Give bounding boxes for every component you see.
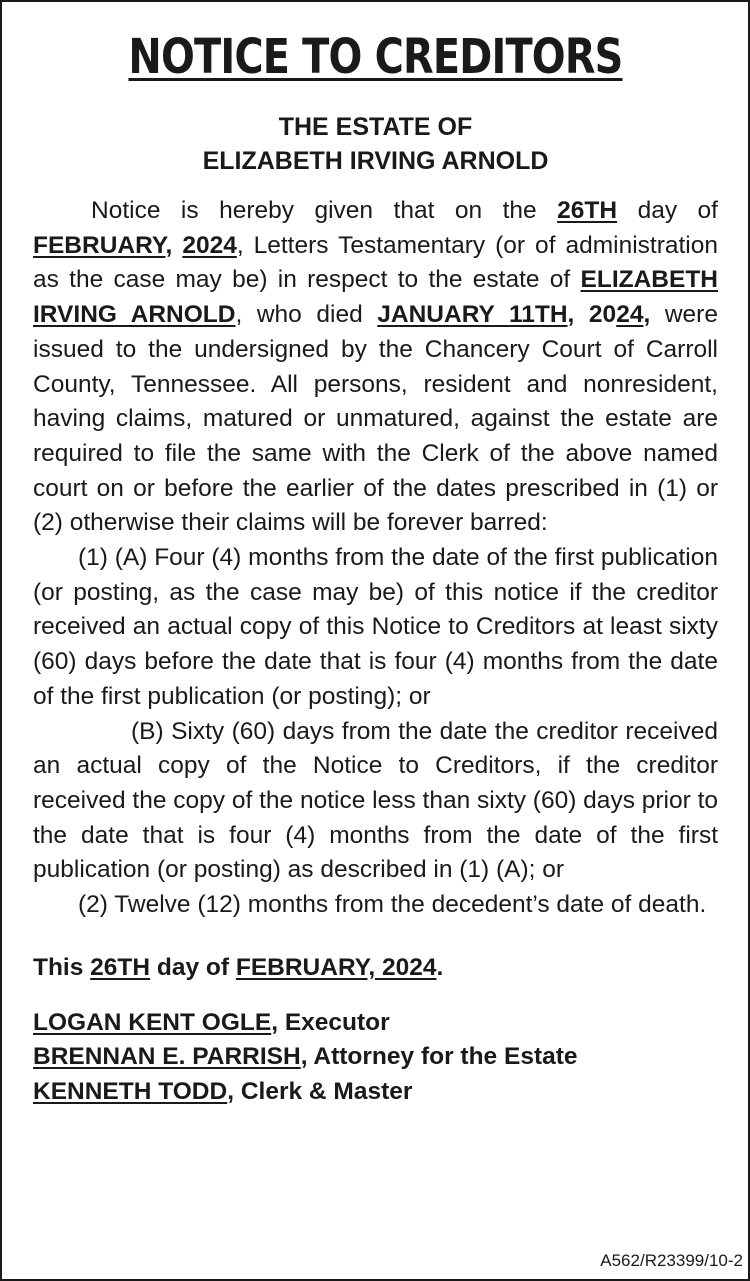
dated-suffix: . [436,953,444,981]
clerk-role: , Clerk & Master [227,1077,413,1105]
text-segment: , [643,301,651,329]
attorney-role: , Attorney for the Estate [300,1043,578,1071]
signature-clerk [33,1075,718,1110]
paragraph-clause-2: (2) Twelve (12) months from the decedent’s date of death. [78,891,707,919]
decedent-name: ELIZABETH IRVING ARNOLD [33,266,718,329]
signature-attorney [33,1040,718,1075]
dated-line [33,951,718,985]
text-segment: Notice is hereby given that on the [91,197,558,224]
executor-role: , Executor [271,1008,390,1036]
dated-mid: day of [150,953,236,981]
ad-reference-code: A562/R23399/10-2 [600,1251,743,1270]
signature-block [33,1006,718,1110]
issue-day: 26TH [557,197,618,224]
estate-heading-line-2: ELIZABETH IRVING ARNOLD [202,147,549,175]
executor-name: LOGAN KENT OGLE [33,1008,272,1036]
death-year-suffix: 24 [616,301,644,329]
text-segment: , who died [235,301,378,329]
dated-prefix: This [33,953,91,981]
issue-year: 2024 [182,231,237,259]
issue-month: FEBRUARY [33,231,166,259]
death-date: JANUARY 11TH [377,301,568,329]
death-date-century: , 20 [567,301,617,329]
notice-body [33,194,718,923]
estate-heading [33,110,718,178]
clerk-name: KENNETH TODD [33,1077,228,1105]
paragraph-clause-1a: (1) (A) Four (4) months from the date of the first publication (or posting, as the case may be) of this notice if the creditor received an actual copy of this Notice to Creditors at least sixty (60) days before the date that is four (4) months from the date of the first publication (or posting); or [33,544,718,710]
notice-title: NOTICE TO CREDITORS [128,29,623,85]
dated-date: FEBRUARY, 2024 [235,953,437,981]
text-segment: , [165,231,183,259]
paragraph-clause-1b: (B) Sixty (60) days from the date the creditor received an actual copy of the Notice to Creditors, if the creditor received the copy of the notice less than sixty (60) days prior to the date that is four (4) months from the date of the first publication (or posting) as described in (1) (A); or [33,717,718,884]
attorney-name: BRENNAN E. PARRISH [33,1043,301,1071]
signature-executor [33,1006,718,1041]
paragraph-letters-issued [33,194,718,541]
dated-day: 26TH [90,953,151,981]
text-segment: , Letters Testamentary (or of administration as the case may be) in respect to the estate of [33,231,719,294]
text-segment: were issued to the undersigned by the Chancery Court of Carroll County, Tennessee. All persons, resident and nonresident, having claims, matured or unmatured, against the estate are required to file the same with the Clerk of the above named court on or before the earlier of the dates prescribed in (1) or (2) otherwise their claims will be forever barred: [33,301,718,537]
text-segment: day of [617,197,718,224]
estate-heading-line-1: THE ESTATE OF [278,113,473,141]
